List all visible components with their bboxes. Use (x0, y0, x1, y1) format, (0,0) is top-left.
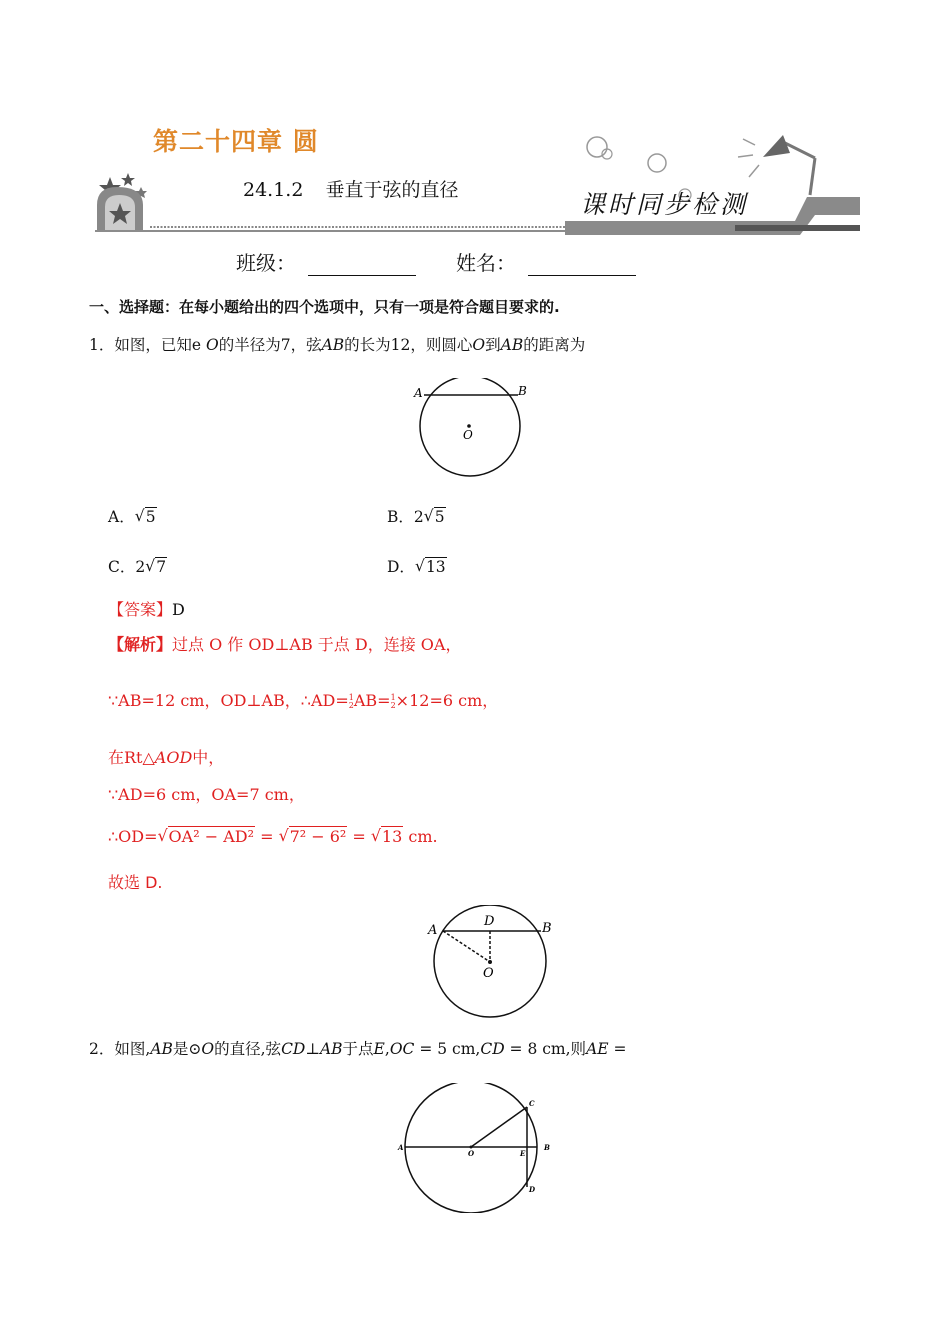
q2-figure-circle (395, 1083, 555, 1213)
figure-label-a: A (414, 386, 423, 400)
option-coef: 2 (135, 558, 146, 576)
sqrt-icon (415, 558, 447, 576)
option-radicand: 5 (434, 508, 445, 526)
q2-text: O (201, 1040, 215, 1058)
sqrt-icon (424, 508, 446, 526)
analysis-text: 中， (192, 748, 225, 767)
option-letter: B． (387, 508, 414, 526)
analysis-line-2 (108, 688, 498, 711)
q2-text: = (608, 1040, 627, 1058)
q1-text: 如图，已知e (114, 336, 206, 354)
desk-lamp-icon (738, 135, 815, 195)
figure-label-o: O (468, 1149, 475, 1158)
q2-text: AB (150, 1040, 173, 1058)
q1-text: O (472, 336, 486, 354)
sqrt-icon (279, 827, 348, 846)
analysis-tag: 【解析】 (108, 635, 173, 654)
q1-text: 的半径为7，弦 (218, 336, 322, 354)
figure-label-c: C (529, 1099, 535, 1108)
figure-label-a: A (428, 923, 438, 938)
option-b[interactable] (387, 505, 446, 527)
q1-text: AB (500, 336, 524, 354)
class-label: 班级： (236, 251, 296, 275)
q1-text: 到 (485, 336, 501, 354)
q2-text: 如图, (114, 1040, 151, 1058)
option-coef: 2 (413, 508, 424, 526)
option-radicand: 13 (425, 558, 446, 576)
name-blank[interactable] (528, 255, 636, 276)
q1-solution-figure (424, 905, 559, 1020)
fraction-num: 1 (348, 692, 354, 702)
student-info-line (236, 247, 636, 276)
analysis-line-5 (108, 827, 438, 846)
question-number: 2． (89, 1040, 115, 1058)
analysis-text: ∴OD= (108, 827, 158, 846)
sqrt-icon (371, 827, 403, 846)
analysis-text: AB= (353, 691, 391, 710)
option-d[interactable] (387, 555, 447, 577)
analysis-line-6: 故选 D. (108, 873, 163, 892)
chapter-title: 第二十四章 圆 (153, 127, 319, 156)
figure-label-b: B (544, 1143, 550, 1152)
q2-text: , (384, 1040, 390, 1058)
section-heading (243, 175, 458, 202)
figure-label-d: D (529, 1185, 536, 1194)
sqrt-icon (145, 558, 167, 576)
option-a[interactable] (108, 505, 157, 527)
option-c[interactable] (108, 555, 167, 577)
fraction-num: 1 (390, 692, 396, 702)
question-number: 1． (89, 336, 115, 354)
q1-text: 的距离为 (523, 336, 586, 354)
fraction-den: 2 (390, 700, 396, 710)
name-label: 姓名： (456, 251, 516, 275)
option-radicand: 5 (145, 508, 156, 526)
answer-line (108, 597, 185, 620)
q2-text: = 8 cm,则 (504, 1040, 587, 1058)
analysis-text: = (255, 827, 279, 846)
option-radicand: 7 (156, 558, 167, 576)
analysis-text: ×12=6 cm， (395, 691, 499, 710)
figure-label-b: B (518, 384, 527, 398)
option-letter: A． (108, 508, 135, 526)
banner-label: 课时同步检测 (580, 190, 749, 219)
analysis-text: 在Rt△ (108, 748, 155, 767)
figure-label-b: B (542, 921, 552, 936)
q2-text: OC (389, 1040, 415, 1058)
part1-heading: 一、选择题：在每小题给出的四个选项中，只有一项是符合题目要求的. (89, 298, 560, 316)
analysis-text: ∵AB=12 cm，OD⊥AB，∴AD= (108, 691, 349, 710)
fraction-den: 2 (348, 700, 354, 710)
question-2-stem (89, 1037, 627, 1059)
q2-text: = 5 cm, (414, 1040, 481, 1058)
analysis-line-3 (108, 745, 224, 768)
q2-text: ⊥ (305, 1040, 320, 1058)
star-emblem-icon (97, 173, 147, 230)
sqrt-icon (158, 827, 255, 846)
class-blank[interactable] (308, 255, 416, 276)
answer-tag: 【答案】 (108, 600, 173, 619)
option-letter: D． (387, 558, 415, 576)
analysis-text: 过点 O 作 OD⊥AB 于点 D，连接 OA， (172, 635, 462, 654)
sqrt-icon (135, 508, 157, 526)
section-number: 24.1.2 (243, 179, 304, 201)
q1-text: AB (321, 336, 345, 354)
q2-text: 于点 (342, 1040, 374, 1058)
q2-text: E (373, 1040, 385, 1058)
question-1-stem (89, 333, 585, 355)
analysis-text: AOD (154, 748, 193, 767)
q1-text: O (205, 336, 219, 354)
q2-text: CD (480, 1040, 505, 1058)
analysis-line-4: ∵AD=6 cm，OA=7 cm， (108, 785, 305, 804)
analysis-text: 13 (381, 827, 403, 846)
analysis-text: OA² − AD² (168, 827, 254, 846)
figure-label-e: E (520, 1149, 526, 1158)
q2-text: AB (319, 1040, 343, 1058)
answer-value: D (172, 600, 185, 619)
q2-text: 的直径,弦 (214, 1040, 282, 1058)
section-title: 垂直于弦的直径 (325, 179, 459, 201)
analysis-text: 7² − 6² (289, 827, 347, 846)
q2-text: CD (281, 1040, 306, 1058)
q2-text: 是⊙ (172, 1040, 202, 1058)
figure-label-a: A (398, 1143, 404, 1152)
analysis-line-1 (108, 632, 461, 655)
option-letter: C． (108, 558, 136, 576)
analysis-text: cm. (403, 827, 438, 846)
figure-label-o: O (483, 966, 494, 981)
figure-label-d: D (484, 914, 495, 929)
q2-text: AE (586, 1040, 609, 1058)
q1-figure-circle (408, 378, 538, 478)
q1-text: 的长为12，则圆心 (344, 336, 473, 354)
figure-label-o: O (463, 428, 473, 442)
analysis-text: = (347, 827, 371, 846)
